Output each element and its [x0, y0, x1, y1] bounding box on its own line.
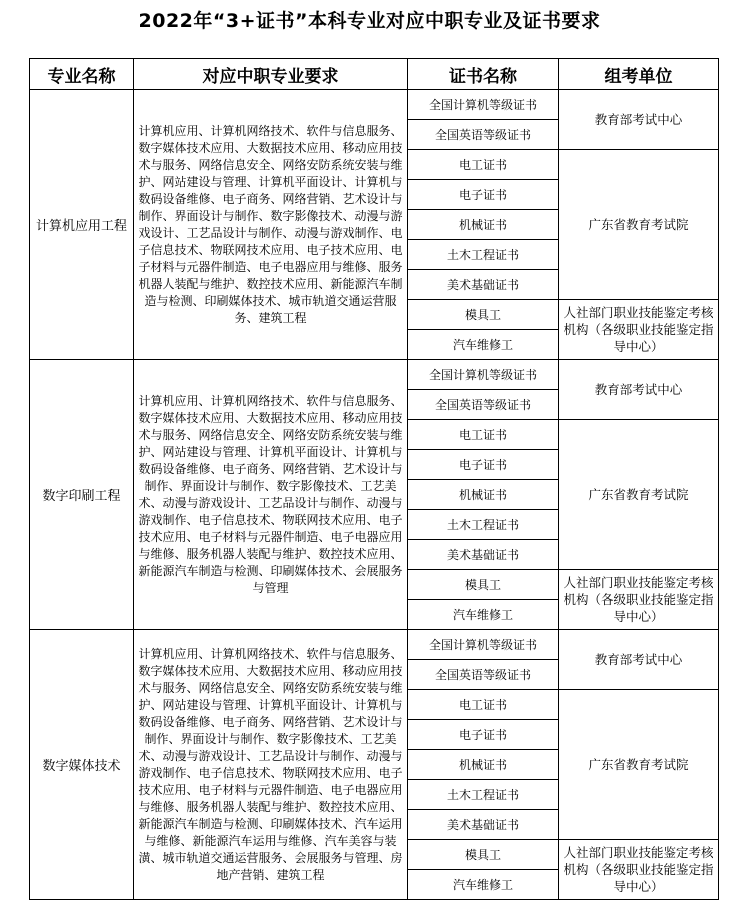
- major-requirement: 计算机应用、计算机网络技术、软件与信息服务、数字媒体技术应用、大数据技术应用、移动应用技术与服务、网络信息安全、网络安防系统安装与维护、网站建设与管理、计算机平面设计、计算机与数码设备维修、电子商务、网络营销、艺术设计与制作、界面设计与制作、数字影像技术、工艺美术、动漫与游戏设计、工艺品设计与制作、动漫与游戏制作、电子信息技术、物联网技术应用、电子技术应用、电子材料与元器件制造、电子电器应用与维修、服务机器人装配与维护、数控技术应用、新能源汽车制造与检测、印刷媒体技术、汽车运用与维修、新能源汽车运用与维修、汽车美容与装潢、城市轨道交通运营服务、会展服务与管理、房地产营销、建筑工程: [134, 630, 408, 900]
- cert-name: 电子证书: [408, 720, 559, 750]
- cert-name: 全国英语等级证书: [408, 120, 559, 150]
- cert-name: 美术基础证书: [408, 270, 559, 300]
- org-name: 教育部考试中心: [559, 360, 719, 420]
- org-name: 人社部门职业技能鉴定考核机构（各级职业技能鉴定指导中心）: [559, 570, 719, 630]
- org-name: 教育部考试中心: [559, 630, 719, 690]
- major-name: 数字印刷工程: [30, 360, 134, 630]
- table-row: [30, 360, 719, 390]
- cert-name: 全国计算机等级证书: [408, 360, 559, 390]
- cert-name: 电工证书: [408, 150, 559, 180]
- cert-name: 全国英语等级证书: [408, 660, 559, 690]
- cert-name: 全国英语等级证书: [408, 390, 559, 420]
- major-name: 计算机应用工程: [30, 90, 134, 360]
- header-org: 组考单位: [559, 59, 719, 90]
- header-major: 专业名称: [30, 59, 134, 90]
- cert-name: 全国计算机等级证书: [408, 90, 559, 120]
- document-title: 2022年“3+证书”本科专业对应中职专业及证书要求: [138, 10, 601, 32]
- major-name: 数字媒体技术: [30, 630, 134, 900]
- major-requirement: 计算机应用、计算机网络技术、软件与信息服务、数字媒体技术应用、大数据技术应用、移动应用技术与服务、网络信息安全、网络安防系统安装与维护、网站建设与管理、计算机平面设计、计算机与数码设备维修、电子商务、网络营销、艺术设计与制作、界面设计与制作、数字影像技术、工艺美术、动漫与游戏设计、工艺品设计与制作、动漫与游戏制作、电子信息技术、物联网技术应用、电子技术应用、电子材料与元器件制造、电子电器应用与维修、服务机器人装配与维护、数控技术应用、新能源汽车制造与检测、印刷媒体技术、会展服务与管理: [134, 360, 408, 630]
- cert-name: 全国计算机等级证书: [408, 630, 559, 660]
- major-requirement: 计算机应用、计算机网络技术、软件与信息服务、数字媒体技术应用、大数据技术应用、移动应用技术与服务、网络信息安全、网络安防系统安装与维护、网站建设与管理、计算机平面设计、计算机与数码设备维修、电子商务、网络营销、艺术设计与制作、界面设计与制作、数字影像技术、动漫与游戏设计、工艺品设计与制作、动漫与游戏制作、电子信息技术、物联网技术应用、电子技术应用、电子材料与元器件制造、电子电器应用与维修、服务机器人装配与维护、数控技术应用、新能源汽车制造与检测、印刷媒体技术、城市轨道交通运营服务、建筑工程: [134, 90, 408, 360]
- cert-name: 电工证书: [408, 420, 559, 450]
- header-requirement: 对应中职专业要求: [134, 59, 408, 90]
- cert-name: 机械证书: [408, 750, 559, 780]
- cert-name: 土木工程证书: [408, 510, 559, 540]
- org-name: 广东省教育考试院: [559, 150, 719, 300]
- table-row: [30, 630, 719, 660]
- table-row: [30, 90, 719, 120]
- cert-name: 机械证书: [408, 210, 559, 240]
- cert-name: 电子证书: [408, 450, 559, 480]
- org-name: 人社部门职业技能鉴定考核机构（各级职业技能鉴定指导中心）: [559, 840, 719, 900]
- cert-name: 汽车维修工: [408, 870, 559, 900]
- cert-name: 土木工程证书: [408, 240, 559, 270]
- org-name: 广东省教育考试院: [559, 690, 719, 840]
- requirements-table: [29, 58, 719, 900]
- cert-name: 美术基础证书: [408, 810, 559, 840]
- org-name: 教育部考试中心: [559, 90, 719, 150]
- header-row: [30, 59, 719, 90]
- cert-name: 电子证书: [408, 180, 559, 210]
- org-name: 人社部门职业技能鉴定考核机构（各级职业技能鉴定指导中心）: [559, 300, 719, 360]
- cert-name: 汽车维修工: [408, 600, 559, 630]
- cert-name: 模具工: [408, 570, 559, 600]
- cert-name: 模具工: [408, 840, 559, 870]
- cert-name: 电工证书: [408, 690, 559, 720]
- org-name: 广东省教育考试院: [559, 420, 719, 570]
- cert-name: 机械证书: [408, 480, 559, 510]
- cert-name: 土木工程证书: [408, 780, 559, 810]
- header-cert: 证书名称: [408, 59, 559, 90]
- cert-name: 汽车维修工: [408, 330, 559, 360]
- cert-name: 美术基础证书: [408, 540, 559, 570]
- cert-name: 模具工: [408, 300, 559, 330]
